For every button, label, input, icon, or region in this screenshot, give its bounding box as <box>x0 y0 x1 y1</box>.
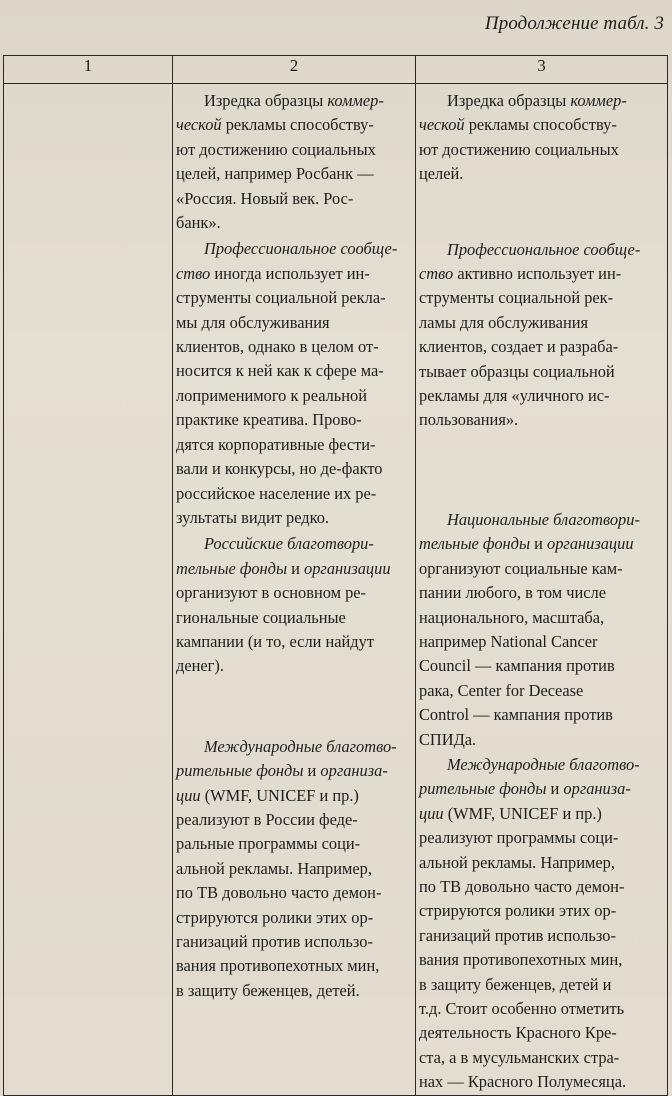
italic-text: организации <box>547 534 634 554</box>
italic-text: коммер- <box>570 91 627 110</box>
text-run: и <box>287 558 305 578</box>
italic-text: ческой <box>419 115 465 135</box>
text-line <box>176 162 415 186</box>
text-run: ламы для обслуживания <box>419 312 589 332</box>
text-line <box>419 408 667 432</box>
text-run: нах — Красного Полумесяца. <box>419 1072 627 1092</box>
text-run: деятельность Красного Кре- <box>419 1023 617 1043</box>
text-run: СПИДа. <box>419 729 477 749</box>
text-line <box>419 360 667 384</box>
text-run: стрируются ролики этих ор- <box>176 907 374 927</box>
text-run: лоприменимого к реальной <box>176 385 368 405</box>
text-line <box>176 408 415 432</box>
italic-text: ции <box>419 803 444 823</box>
text-run: ют достижению социальных <box>419 139 619 159</box>
text-run: реализуют программы соци- <box>419 828 619 848</box>
italic-text: Национальные благотвори- <box>447 509 640 529</box>
text-run: альной рекламы. Например, <box>176 858 372 878</box>
text-run: денег). <box>176 656 224 676</box>
text-line <box>176 286 415 310</box>
text-line <box>419 875 667 899</box>
text-line <box>176 735 415 759</box>
text-run: и <box>546 779 564 799</box>
text-run: российское население их ре- <box>176 483 377 503</box>
text-run: (WMF, UNICEF и пр.) <box>443 803 602 823</box>
text-run: Изредка образцы <box>204 91 328 110</box>
text-run: и <box>530 534 548 554</box>
text-line <box>176 881 415 905</box>
text-run: гиональные социальные <box>176 607 346 627</box>
cell-col2 <box>173 84 416 1096</box>
text-line <box>419 335 667 359</box>
text-line <box>176 89 415 113</box>
text-run: рекламы для «уличного ис- <box>419 386 610 406</box>
text-line <box>419 557 667 581</box>
text-run: целей, например Росбанк — <box>176 164 374 184</box>
text-line <box>176 138 415 162</box>
text-line <box>419 777 667 801</box>
text-run: Council — кампания против <box>419 656 615 676</box>
text-run: струменты социальной рекла- <box>176 288 386 308</box>
text-line <box>419 679 667 703</box>
text-line <box>176 211 415 235</box>
text-line <box>176 262 415 286</box>
text-run: активно использует ин- <box>453 264 622 284</box>
text-run: национального, масштаба, <box>419 607 605 627</box>
italic-text: тельные фонды <box>419 534 531 554</box>
text-run: ганизаций против использо- <box>176 932 373 951</box>
text-line <box>419 262 667 286</box>
text-line <box>176 506 415 530</box>
text-line <box>419 703 667 727</box>
text-run: Control — кампания против <box>419 705 613 725</box>
text-run: банк». <box>176 213 221 233</box>
text-line <box>419 997 667 1021</box>
italic-text: Профессиональное сообще- <box>204 239 398 259</box>
text-run: реализуют в России феде- <box>176 809 358 829</box>
text-run: вания противопехотных мин, <box>176 956 380 976</box>
text-line <box>419 1070 667 1094</box>
text-run: иногда использует ин- <box>210 263 370 283</box>
text-line <box>176 759 415 783</box>
text-run: тывает образцы социальной <box>419 361 615 381</box>
text-line <box>176 532 415 556</box>
text-run: по ТВ довольно часто демон- <box>419 876 625 896</box>
text-line <box>176 630 415 654</box>
text-line <box>419 508 667 532</box>
text-run: мы для обслуживания <box>176 312 330 332</box>
italic-text: ство <box>419 264 454 284</box>
text-line <box>419 162 667 186</box>
text-run: (WMF, UNICEF и пр.) <box>200 785 359 805</box>
text-line <box>176 557 415 581</box>
text-run: вали и конкурсы, но де-факто <box>176 459 383 479</box>
italic-text: тельные фонды <box>176 558 288 578</box>
column-header-3: 3 <box>416 56 668 84</box>
italic-text: организа- <box>563 779 631 799</box>
text-line <box>419 238 667 262</box>
text-line <box>176 808 415 832</box>
text-line <box>176 482 415 506</box>
text-run: кампании (и то, если найдут <box>176 631 375 651</box>
text-line <box>176 433 415 457</box>
text-line <box>176 113 415 137</box>
italic-text: организации <box>304 558 391 578</box>
text-run: ральные программы соци- <box>176 834 361 854</box>
text-line <box>419 581 667 605</box>
text-run: рекламы способству- <box>221 115 374 135</box>
text-run: т.д. Стоит особенно отметить <box>419 999 625 1018</box>
text-line <box>419 630 667 654</box>
text-line <box>419 138 667 162</box>
text-run: организуют в основном ре- <box>176 583 367 603</box>
text-line <box>419 802 667 826</box>
table-continuation-caption: Продолжение табл. 3 <box>484 13 664 34</box>
text-line <box>176 832 415 856</box>
text-line <box>176 457 415 481</box>
text-line <box>419 826 667 850</box>
col3-para-commercial <box>416 84 667 187</box>
italic-text: ческой <box>176 115 222 135</box>
text-run: клиентов, создает и разраба- <box>419 337 619 357</box>
text-run: рака, Center for Decease <box>419 680 584 700</box>
text-run: пании любого, в том числе <box>419 583 607 603</box>
text-line <box>419 728 667 752</box>
text-line <box>419 311 667 335</box>
text-line <box>176 384 415 408</box>
text-line <box>176 930 415 954</box>
col2-para-professional <box>173 235 415 530</box>
text-line <box>419 1021 667 1045</box>
text-run: зультаты видит редко. <box>176 507 330 527</box>
text-run: например National Cancer <box>419 631 598 651</box>
text-run: Изредка образцы <box>447 91 571 110</box>
text-run: ют достижению социальных <box>176 139 376 159</box>
text-run: «Россия. Новый век. Рос- <box>176 188 354 208</box>
col3-para-professional <box>416 187 667 433</box>
text-line <box>176 187 415 211</box>
cell-col3 <box>416 84 668 1096</box>
text-run: в защиту беженцев, детей. <box>176 980 360 1000</box>
text-line <box>419 1046 667 1070</box>
italic-text: Международные благотво- <box>204 736 397 756</box>
col3-para-international-funds <box>416 752 667 1095</box>
text-run: струменты социальной рек- <box>419 288 614 308</box>
col3-para-national-funds <box>416 433 667 752</box>
text-line <box>419 606 667 630</box>
text-line <box>419 384 667 408</box>
text-line <box>176 606 415 630</box>
text-run: целей. <box>419 164 464 184</box>
text-line <box>419 532 667 556</box>
column-header-1: 1 <box>4 56 173 84</box>
text-line <box>419 654 667 678</box>
italic-text: Российские благотвори- <box>204 534 374 554</box>
text-run: организуют социальные кам- <box>419 558 623 578</box>
italic-text: коммер- <box>327 91 384 110</box>
italic-text: ции <box>176 785 201 805</box>
col2-para-commercial <box>173 84 415 235</box>
text-line <box>176 654 415 678</box>
text-line <box>176 359 415 383</box>
text-run: носится к ней как к сфере ма- <box>176 361 384 381</box>
text-run: практике креатива. Прово- <box>176 410 362 430</box>
text-line <box>419 899 667 923</box>
text-run: дятся корпоративные фести- <box>176 434 376 454</box>
body-row <box>4 84 668 1096</box>
col2-para-russian-funds <box>173 530 415 678</box>
text-run: в защиту беженцев, детей и <box>419 974 612 994</box>
text-run: пользования». <box>419 410 519 430</box>
text-run: вания противопехотных мин, <box>419 950 623 970</box>
text-line <box>419 973 667 997</box>
italic-text: Международные благотво- <box>447 754 640 774</box>
text-run: стрируются ролики этих ор- <box>419 901 617 921</box>
text-line <box>419 948 667 972</box>
text-run: ста, а в мусульманских стра- <box>419 1047 620 1067</box>
text-run: альной рекламы. Например, <box>419 852 615 872</box>
text-line <box>176 581 415 605</box>
text-line <box>176 237 415 261</box>
comparison-table <box>3 55 668 1096</box>
text-line <box>419 924 667 948</box>
text-line <box>419 753 667 777</box>
text-run: по ТВ довольно часто демон- <box>176 883 382 903</box>
cell-col1 <box>4 84 173 1096</box>
text-run: и <box>303 761 321 781</box>
text-line <box>419 286 667 310</box>
text-line <box>176 906 415 930</box>
text-line <box>176 335 415 359</box>
italic-text: организа- <box>320 761 388 781</box>
text-line <box>176 857 415 881</box>
header-row <box>4 56 668 84</box>
italic-text: Профессиональное сообще- <box>447 239 641 259</box>
text-line <box>176 784 415 808</box>
text-line <box>176 311 415 335</box>
text-run: клиентов, однако в целом от- <box>176 337 379 357</box>
text-line <box>176 954 415 978</box>
text-line <box>419 113 667 137</box>
text-run: рекламы способству- <box>464 115 617 135</box>
column-header-2: 2 <box>173 56 416 84</box>
italic-text: рительные фонды <box>176 761 304 781</box>
italic-text: ство <box>176 263 211 283</box>
text-line <box>176 979 415 1003</box>
text-line <box>419 89 667 113</box>
italic-text: рительные фонды <box>419 779 547 799</box>
text-run: ганизаций против использо- <box>419 925 616 945</box>
text-line <box>419 851 667 875</box>
col2-para-international-funds <box>173 679 415 1003</box>
